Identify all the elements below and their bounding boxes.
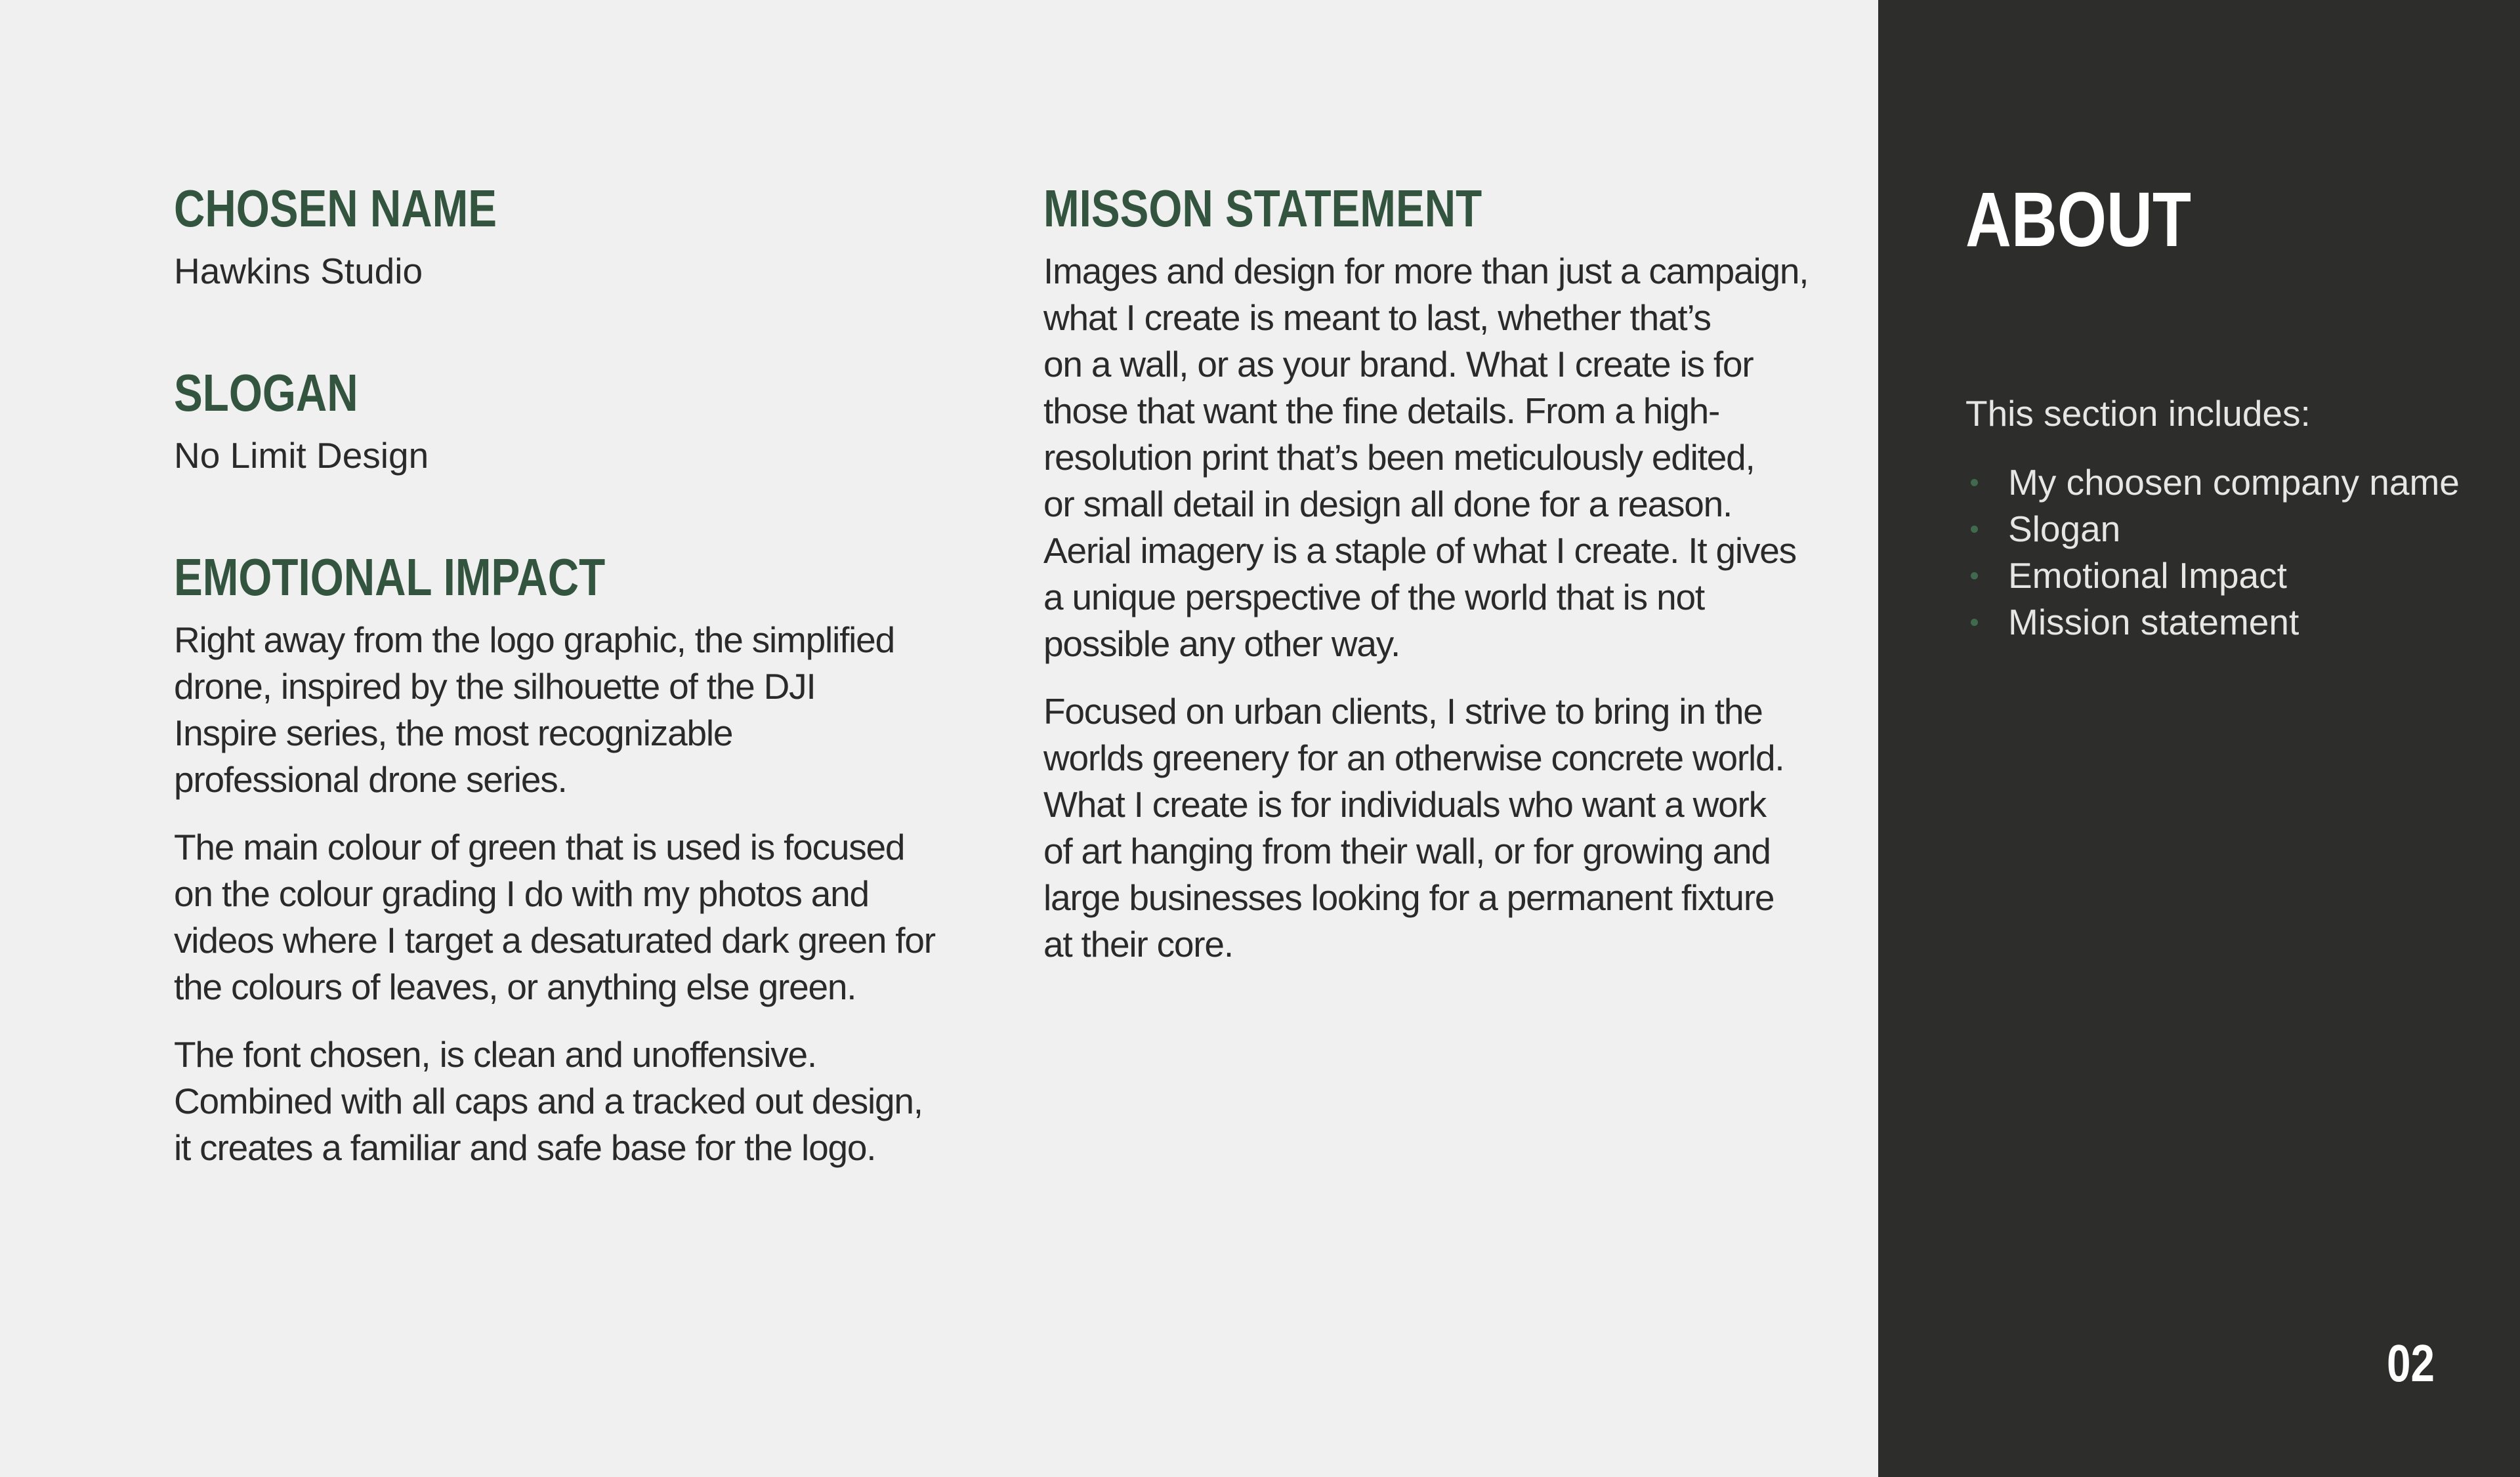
bullet-dot-icon [1971, 479, 1978, 486]
list-item [1965, 552, 2464, 599]
chosen-name-value: Hawkins Studio [174, 251, 423, 291]
right-column [1043, 177, 1831, 989]
list-item-label: Mission statement [2008, 602, 2300, 642]
page-number: 02 [2387, 1334, 2435, 1392]
list-item-label: Slogan [2008, 509, 2121, 549]
about-sidebar [1878, 0, 2520, 1477]
list-item-label: Emotional Impact [2008, 555, 2287, 596]
mission-statement-heading: MISSON STATEMENT [1043, 179, 1482, 238]
mission-statement-paragraph: Focused on urban clients, I strive to bring in the worlds greenery for an otherwise concrete world. What I create is for individuals who want a work of art hanging from their wall, or for growing and large businesses looking for a permanent fixture at their core. [1043, 691, 1784, 965]
emotional-impact-paragraph: The main colour of green that is used is focused on the colour grading I do with my photos and videos where I target a desaturated dark green for the colours of leaves, or anything else green. [174, 827, 935, 1007]
section-intro: This section includes: [1965, 393, 2311, 434]
slogan-value: No Limit Design [174, 435, 429, 476]
emotional-impact-body [174, 617, 961, 1171]
slogan-heading: SLOGAN [174, 364, 358, 422]
chosen-name-heading: CHOSEN NAME [174, 179, 497, 238]
bullet-dot-icon [1971, 572, 1978, 579]
section-includes-list [1965, 459, 2464, 646]
emotional-impact-heading: EMOTIONAL IMPACT [174, 548, 606, 606]
emotional-impact-paragraph: The font chosen, is clean and unoffensive. Combined with all caps and a tracked out design, it creates a familiar and safe base for the logo. [174, 1034, 923, 1168]
list-item-label: My choosen company name [2008, 462, 2460, 503]
left-column [174, 177, 961, 1192]
list-item [1965, 459, 2464, 506]
mission-statement-paragraph: Images and design for more than just a campaign, what I create is meant to last, whether that’s on a wall, or as your brand. What I create is for those that want the fine details. From a high- resolution print that’s been meticulously edited, or small detail in design all done for a reason. Aerial imagery is a staple of what I create. It gives a unique perspective of the world that is not possible any other way. [1043, 251, 1809, 664]
bullet-dot-icon [1971, 619, 1978, 626]
about-title: ABOUT [1965, 177, 2192, 263]
bullet-dot-icon [1971, 526, 1978, 533]
list-item [1965, 599, 2464, 646]
list-item [1965, 506, 2464, 552]
mission-statement-body [1043, 248, 1831, 968]
emotional-impact-paragraph: Right away from the logo graphic, the simplified drone, inspired by the silhouette of the DJI Inspire series, the most recognizable professional drone series. [174, 619, 894, 800]
